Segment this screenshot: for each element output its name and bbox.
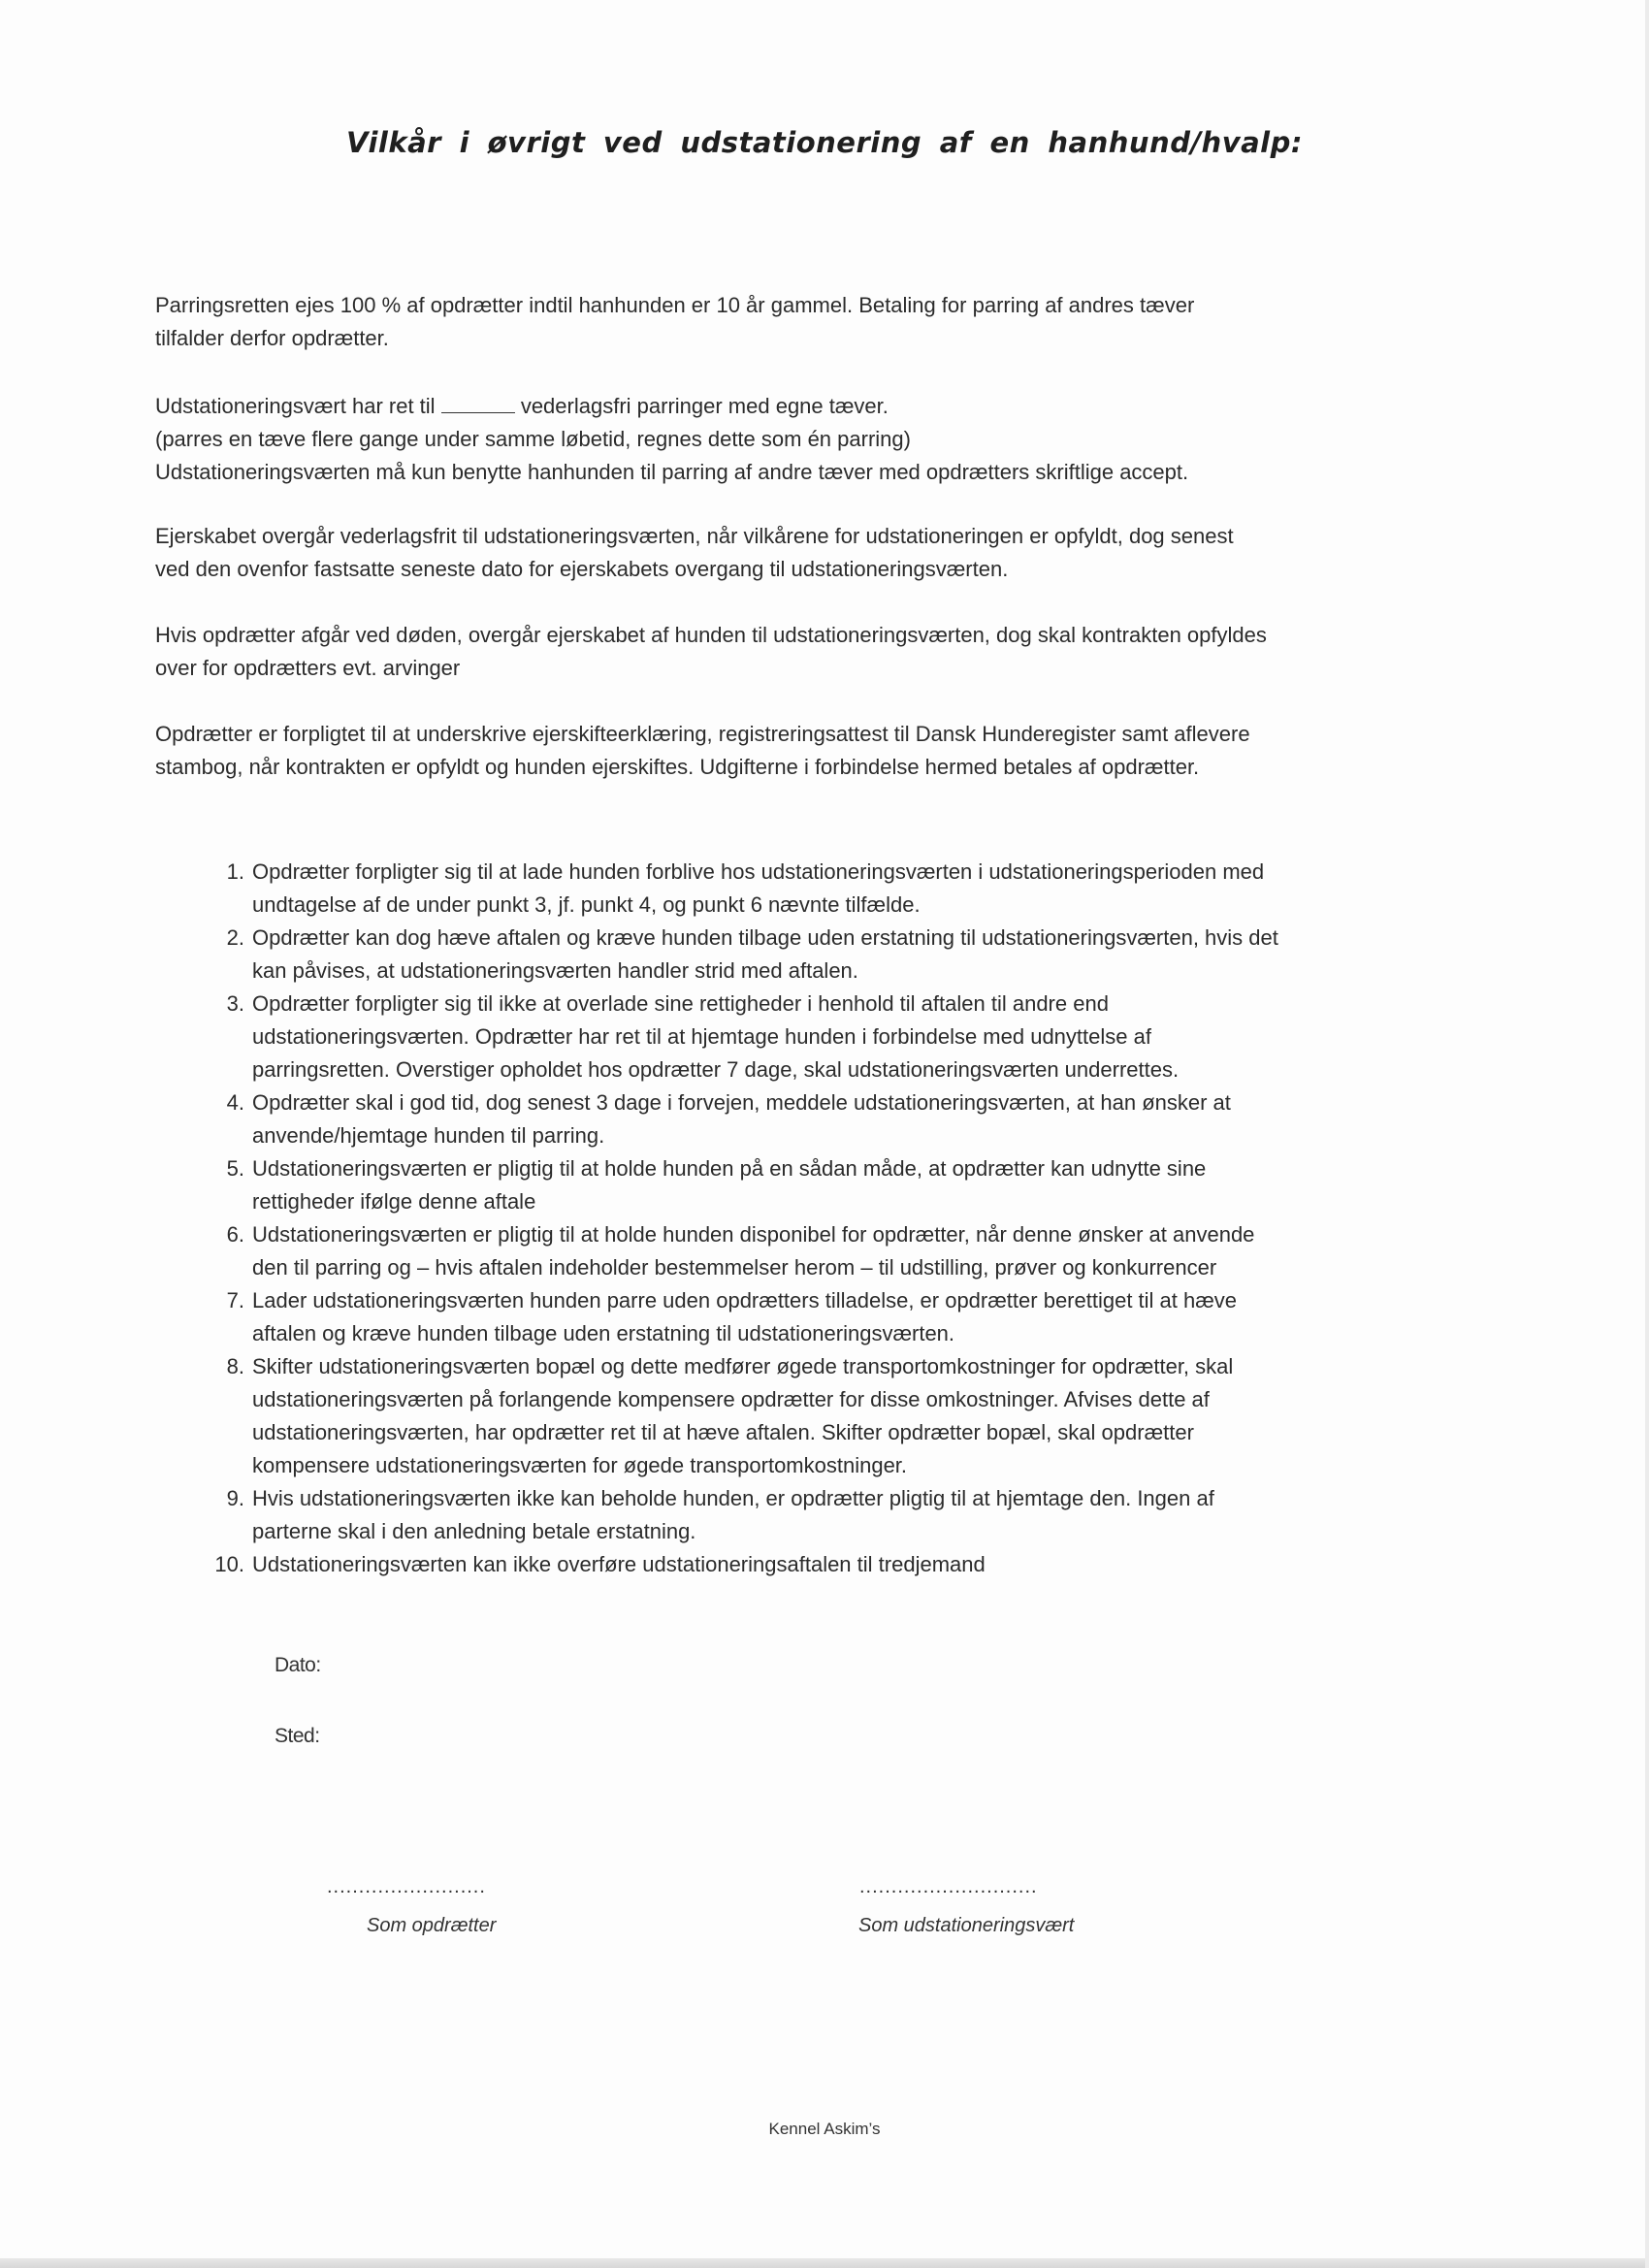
list-item [155, 1086, 1513, 1152]
list-item [155, 988, 1513, 1086]
text-line: Opdrætter forpligter sig til at lade hunden forblive hos udstationeringsværten i udstationeringsperioden med [252, 859, 1265, 884]
item-number: 6. [226, 1222, 244, 1247]
text-fragment: Udstationeringsvært har ret til [155, 394, 436, 418]
paragraph-mating-rights [155, 289, 1484, 355]
text-line: Udstationeringsværten er pligtig til at holde hunden på en sådan måde, at opdrætter kan udnytte sine [252, 1156, 1207, 1181]
item-number: 10. [214, 1552, 244, 1576]
list-item [155, 1350, 1513, 1482]
paragraph-death [155, 619, 1484, 685]
text-line: udstationeringsværten. Opdrætter har ret til at hjemtage hunden i forbindelse med udnyttelse af [252, 1024, 1151, 1049]
terms-list [155, 856, 1513, 1581]
item-text [252, 856, 1513, 922]
signature-label-breeder: Som opdrætter [367, 1915, 497, 1936]
signature-label-host: Som udstationeringsvært [858, 1915, 1075, 1936]
paragraph-transfer [155, 718, 1484, 784]
item-number: 4. [226, 1090, 244, 1115]
text-line: over for opdrætters evt. arvinger [155, 656, 461, 680]
item-text [252, 1152, 1513, 1218]
blank-field [441, 395, 515, 413]
item-text [252, 1350, 1513, 1482]
paragraph-free-matings [155, 390, 1484, 489]
paragraph-ownership [155, 520, 1484, 586]
text-line: Ejerskabet overgår vederlagsfrit til udstationeringsværten, når vilkårene for udstationeringen er opfyldt, dog senest [155, 524, 1234, 548]
place-label: Sted: [275, 1725, 320, 1747]
text-line: Opdrætter skal i god tid, dog senest 3 dage i forvejen, meddele udstationeringsværten, at han ønsker at [252, 1090, 1231, 1115]
item-text [252, 1548, 1513, 1581]
item-number: 8. [226, 1354, 244, 1378]
text-line: anvende/hjemtage hunden til parring. [252, 1123, 605, 1148]
item-text [252, 1218, 1513, 1284]
text-line: Hvis opdrætter afgår ved døden, overgår ejerskabet af hunden til udstationeringsværten, dog skal kontrakten opfyldes [155, 623, 1267, 647]
text-line: Udstationeringsværten må kun benytte hanhunden til parring af andre tæver med opdrætters skriftlige accept. [155, 460, 1189, 484]
item-text [252, 1086, 1513, 1152]
text-line: Hvis udstationeringsværten ikke kan beholde hunden, er opdrætter pligtig til at hjemtage den. Ingen af [252, 1486, 1214, 1510]
text-line: tilfalder derfor opdrætter. [155, 326, 389, 350]
item-text [252, 988, 1513, 1086]
text-line: kompensere udstationeringsværten for øgede transportomkostninger. [252, 1453, 908, 1477]
item-number: 9. [226, 1486, 244, 1510]
list-item [155, 856, 1513, 922]
item-text [252, 922, 1513, 988]
scan-edge-bottom [0, 2258, 1649, 2268]
item-text [252, 1284, 1513, 1350]
text-line: parterne skal i den anledning betale erstatning. [252, 1519, 696, 1543]
item-number: 2. [226, 925, 244, 950]
text-line: den til parring og – hvis aftalen indeholder bestemmelser herom – til udstilling, prøver og konkurrencer [252, 1255, 1217, 1280]
text-line: rettigheder ifølge denne aftale [252, 1189, 536, 1214]
list-item [155, 1482, 1513, 1548]
text-line: udstationeringsværten på forlangende kompensere opdrætter for disse omkostninger. Afvises dette af [252, 1387, 1210, 1411]
text-line: aftalen og kræve hunden tilbage uden erstatning til udstationeringsværten. [252, 1321, 955, 1345]
text-line: Opdrætter forpligter sig til ikke at overlade sine rettigheder i henhold til aftalen til andre end [252, 991, 1109, 1016]
text-line: stambog, når kontrakten er opfyldt og hunden ejerskiftes. Udgifterne i forbindelse hermed betales af opdrætter. [155, 755, 1200, 779]
footer-kennel-name: Kennel Askim’s [768, 2120, 881, 2138]
item-number: 7. [226, 1288, 244, 1312]
text-line: Parringsretten ejes 100 % af opdrætter indtil hanhunden er 10 år gammel. Betaling for parring af andres tæver [155, 293, 1195, 317]
text-line [155, 390, 1484, 423]
scan-edge-right [1645, 0, 1649, 2268]
text-line: kan påvises, at udstationeringsværten handler strid med aftalen. [252, 958, 858, 983]
signature-line-breeder: ......................... [327, 1876, 486, 1897]
date-label: Dato: [275, 1654, 321, 1676]
list-item [155, 1152, 1513, 1218]
list-item [155, 1284, 1513, 1350]
document-title: Vilkår i øvrigt ved udstationering af en hanhund/hvalp: [346, 126, 1303, 159]
text-line: Skifter udstationeringsværten bopæl og dette medfører øgede transportomkostninger for opdrætter, skal [252, 1354, 1234, 1378]
text-line: udstationeringsværten, har opdrætter ret til at hæve aftalen. Skifter opdrætter bopæl, skal opdrætter [252, 1420, 1194, 1444]
text-line: Opdrætter er forpligtet til at underskrive ejerskifteerklæring, registreringsattest til Dansk Hunderegister samt aflevere [155, 722, 1250, 746]
list-item [155, 1218, 1513, 1284]
text-line: (parres en tæve flere gange under samme løbetid, regnes dette som én parring) [155, 427, 911, 451]
text-line: Lader udstationeringsværten hunden parre uden opdrætters tilladelse, er opdrætter berettiget til at hæve [252, 1288, 1238, 1312]
item-text [252, 1482, 1513, 1548]
list-item [155, 1548, 1513, 1581]
text-line: Udstationeringsværten kan ikke overføre udstationeringsaftalen til tredjemand [252, 1552, 986, 1576]
signature-line-host: ............................ [859, 1876, 1038, 1897]
list-item [155, 922, 1513, 988]
text-line: parringsretten. Overstiger opholdet hos opdrætter 7 dage, skal udstationeringsværten underrettes. [252, 1057, 1180, 1082]
item-number: 5. [226, 1156, 244, 1181]
text-line: ved den ovenfor fastsatte seneste dato for ejerskabets overgang til udstationeringsværten. [155, 557, 1009, 581]
text-fragment: vederlagsfri parringer med egne tæver. [520, 394, 889, 418]
text-line: undtagelse af de under punkt 3, jf. punkt 4, og punkt 6 nævnte tilfælde. [252, 892, 921, 917]
text-line: Opdrætter kan dog hæve aftalen og kræve hunden tilbage uden erstatning til udstationeringsværten, hvis det [252, 925, 1278, 950]
item-number: 3. [226, 991, 244, 1016]
text-line: Udstationeringsværten er pligtig til at holde hunden disponibel for opdrætter, når denne ønsker at anvende [252, 1222, 1255, 1247]
item-number: 1. [226, 859, 244, 884]
